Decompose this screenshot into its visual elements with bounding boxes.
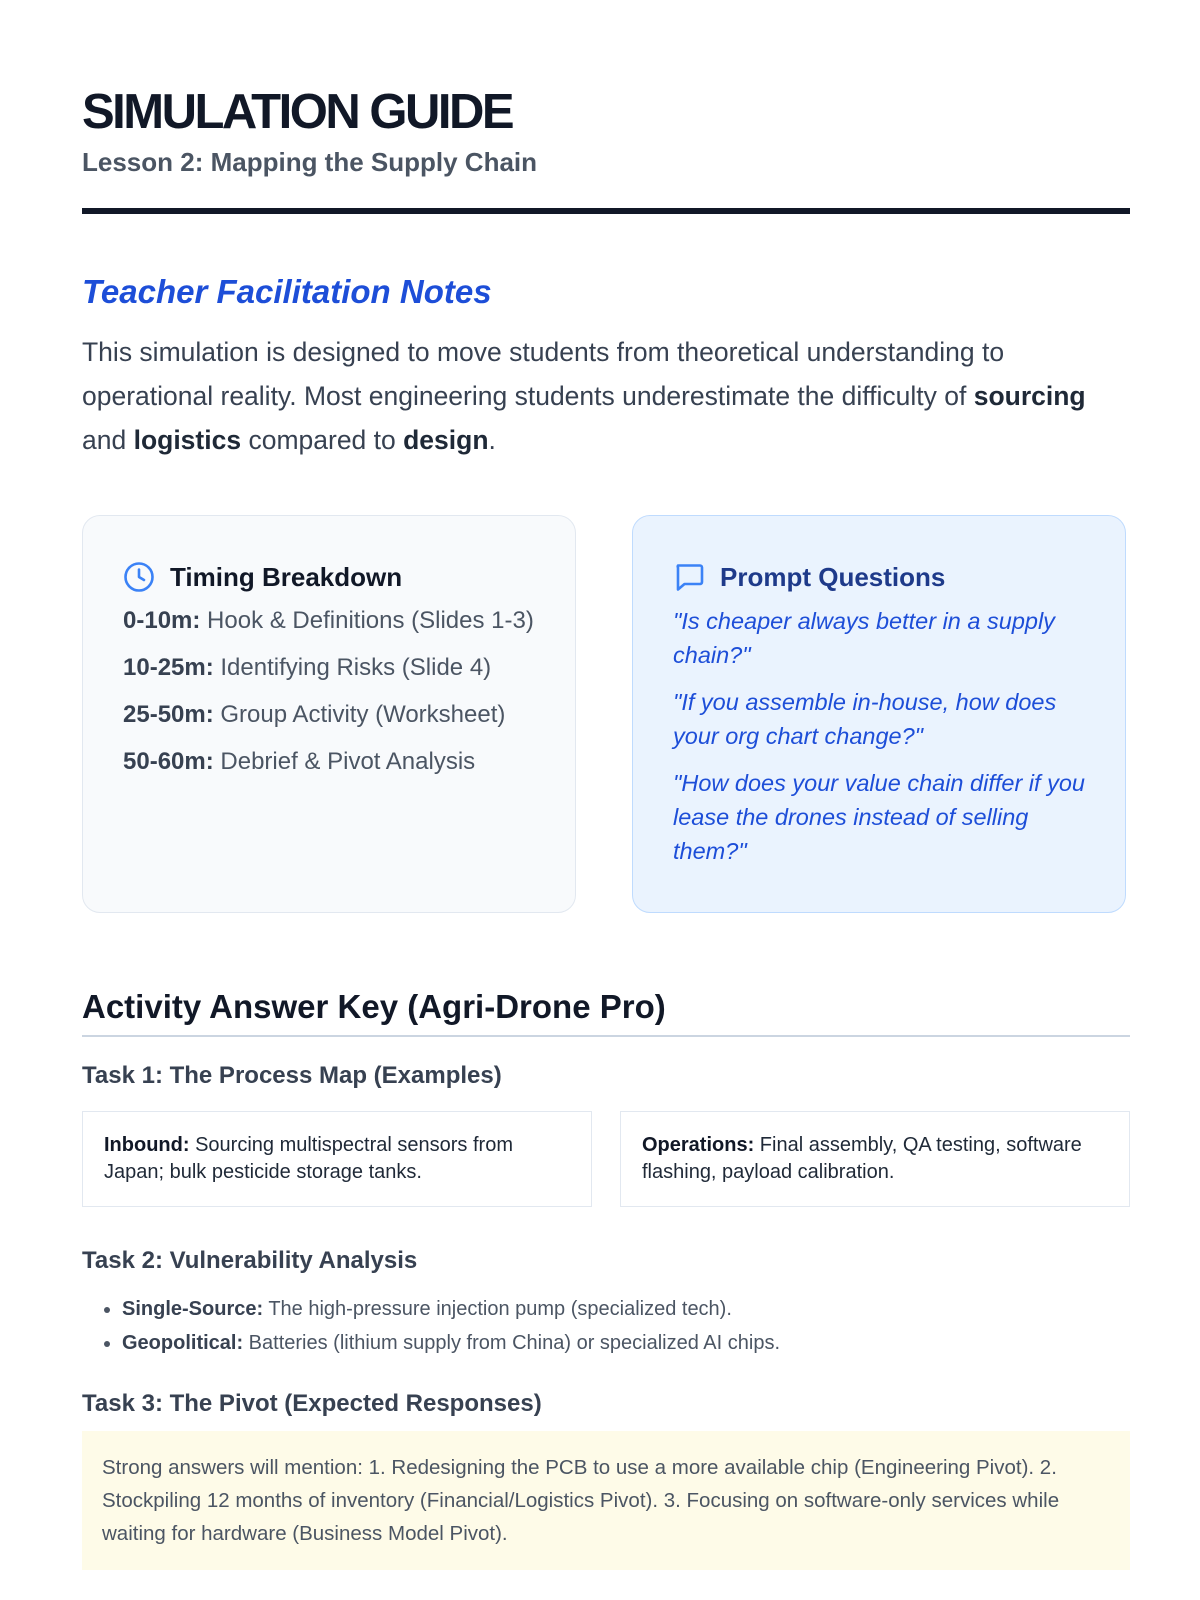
timing-breakdown-card bbox=[82, 515, 576, 913]
timing-range: 50-60m: bbox=[123, 748, 214, 775]
page-subtitle: Lesson 2: Mapping the Supply Chain bbox=[82, 147, 538, 177]
risk-text: Batteries (lithium supply from China) or specialized AI chips. bbox=[243, 1332, 781, 1354]
timing-activity: Group Activity (Worksheet) bbox=[213, 701, 506, 728]
vulnerability-list bbox=[82, 1292, 1130, 1360]
task-3-heading: Task 3: The Pivot (Expected Responses) bbox=[82, 1390, 542, 1417]
intro-text: and bbox=[82, 425, 134, 455]
intro-text: This simulation is designed to move students from theoretical understanding to operational reality. Most engineering students underestimate the difficulty of bbox=[82, 337, 1005, 411]
intro-emphasis-design: design bbox=[403, 425, 489, 455]
prompt-card-header bbox=[673, 558, 1085, 596]
intro-emphasis-logistics: logistics bbox=[133, 425, 242, 455]
operations-text: Final assembly, QA testing, software flashing, payload calibration. bbox=[642, 1134, 1082, 1183]
facilitation-notes-heading: Teacher Facilitation Notes bbox=[82, 273, 492, 310]
list-item bbox=[122, 1292, 1130, 1326]
risk-label: Single-Source: bbox=[122, 1298, 264, 1320]
prompt-question: "Is cheaper always better in a supply chain?" bbox=[673, 608, 1055, 668]
timing-activity: Debrief & Pivot Analysis bbox=[213, 748, 476, 775]
answer-key-divider bbox=[82, 1035, 1130, 1037]
task-1-heading: Task 1: The Process Map (Examples) bbox=[82, 1062, 502, 1089]
timing-row bbox=[123, 745, 535, 778]
intro-text: compared to bbox=[241, 425, 404, 455]
operations-box bbox=[620, 1111, 1130, 1207]
timing-activity: Hook & Definitions (Slides 1-3) bbox=[200, 607, 534, 634]
task-2-heading: Task 2: Vulnerability Analysis bbox=[82, 1247, 418, 1274]
timing-card-header bbox=[123, 558, 535, 596]
timing-row bbox=[123, 651, 535, 684]
timing-row bbox=[123, 604, 535, 637]
prompt-question: "If you assemble in-house, how does your org chart change?" bbox=[673, 689, 1057, 749]
pivot-responses-box: Strong answers will mention: 1. Redesigning the PCB to use a more available chip (Engineering Pivot). 2. Stockpiling 12 months of inventory (Financial/Logistics Pivot). 3. Focusing on software-only services while waiting for hardware (Business Model Pivot). bbox=[82, 1431, 1130, 1570]
timing-activity: Identifying Risks (Slide 4) bbox=[213, 654, 492, 681]
inbound-text: Sourcing multispectral sensors from Japan; bulk pesticide storage tanks. bbox=[104, 1134, 513, 1183]
inbound-box bbox=[82, 1111, 592, 1207]
chat-bubble-icon bbox=[673, 561, 705, 593]
timing-row bbox=[123, 698, 535, 731]
answer-key-heading: Activity Answer Key (Agri-Drone Pro) bbox=[82, 988, 666, 1025]
prompt-question: "How does your value chain differ if you lease the drones instead of selling them?" bbox=[673, 770, 1085, 864]
inbound-label: Inbound: bbox=[104, 1134, 190, 1156]
timing-range: 0-10m: bbox=[123, 607, 201, 634]
intro-emphasis-sourcing: sourcing bbox=[973, 381, 1086, 411]
prompt-questions-card bbox=[632, 515, 1126, 913]
prompt-card-title: Prompt Questions bbox=[720, 561, 946, 592]
operations-label: Operations: bbox=[642, 1134, 755, 1156]
timing-range: 25-50m: bbox=[123, 701, 214, 728]
timing-card-title: Timing Breakdown bbox=[170, 561, 403, 592]
timing-range: 10-25m: bbox=[123, 654, 214, 681]
risk-text: The high-pressure injection pump (specialized tech). bbox=[263, 1298, 732, 1320]
intro-paragraph bbox=[82, 330, 1130, 462]
intro-text: . bbox=[488, 425, 496, 455]
page-title: SIMULATION GUIDE bbox=[82, 85, 513, 139]
title-divider bbox=[82, 208, 1130, 214]
clock-icon bbox=[123, 561, 155, 593]
list-item bbox=[122, 1326, 1130, 1360]
risk-label: Geopolitical: bbox=[122, 1332, 244, 1354]
